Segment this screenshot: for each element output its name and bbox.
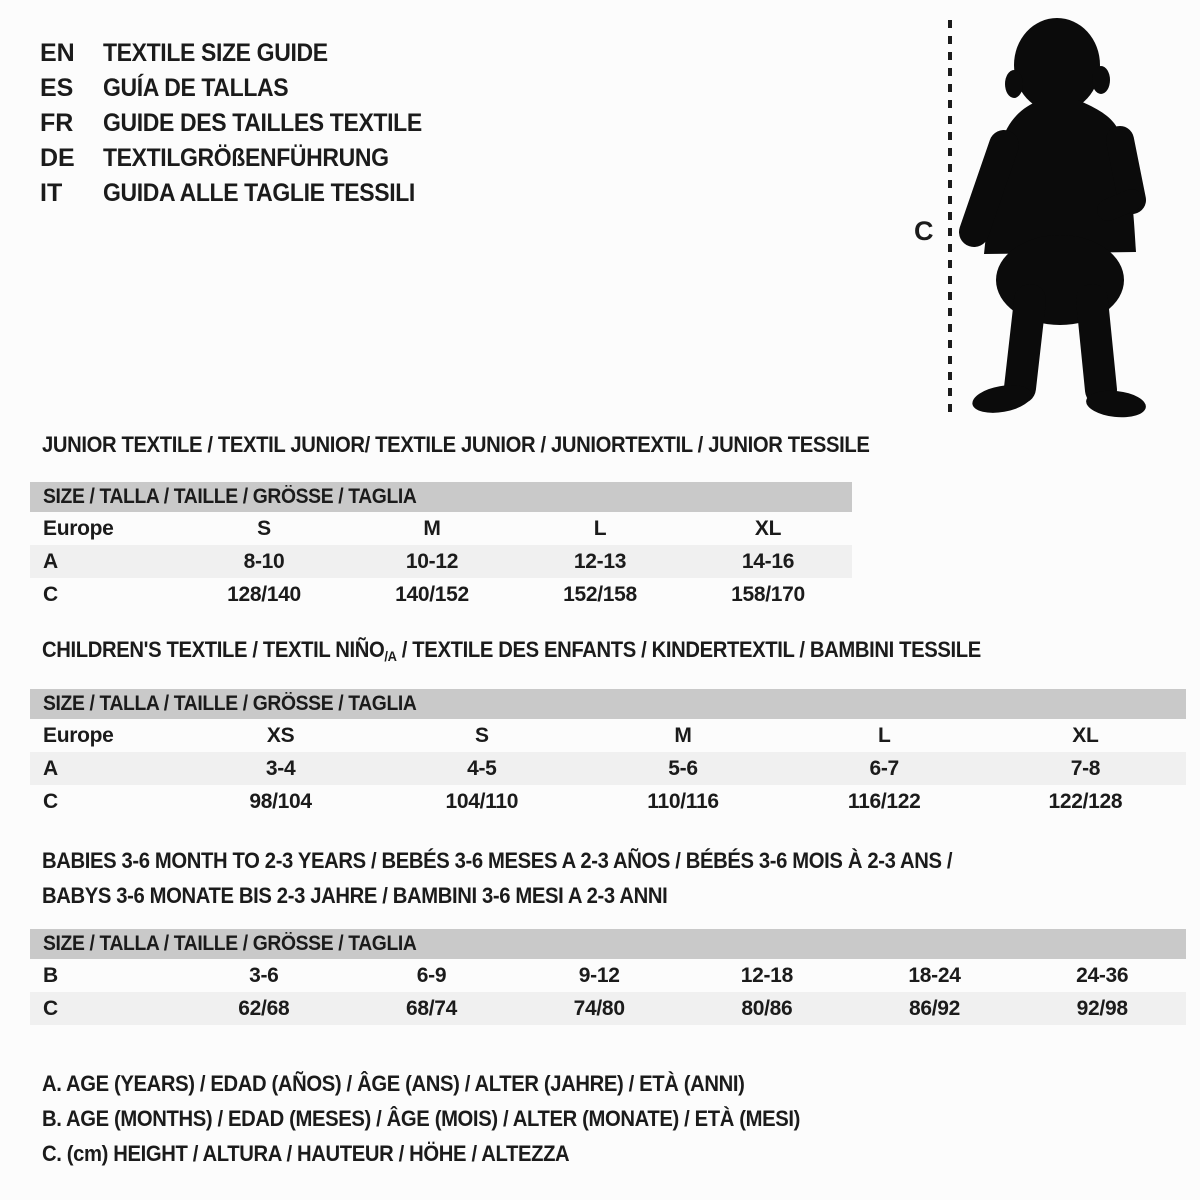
size-header-label: SIZE / TALLA / TAILLE / GRÖSSE / TAGLIA [43, 692, 417, 715]
size-cell: S [474, 723, 489, 747]
months-cell: 9-12 [578, 963, 620, 987]
row-label: C [43, 996, 58, 1020]
months-cell: 6-9 [416, 963, 447, 987]
height-cell: 92/98 [1076, 996, 1128, 1020]
language-label: GUIDA ALLE TAGLIE TESSILI [103, 179, 415, 207]
children-section-title [42, 635, 1063, 671]
language-row [40, 71, 450, 106]
legend-line-c: C. (cm) HEIGHT / ALTURA / HAUTEUR / HÖHE / ALTEZZA [42, 1141, 570, 1166]
size-cell: XS [266, 723, 295, 747]
babies-size-header-bar [30, 929, 1186, 959]
months-cell: 3-6 [249, 963, 279, 987]
size-cell: L [877, 723, 891, 747]
language-label: TEXTILGRÖßENFÜHRUNG [103, 144, 389, 172]
height-cell: 158/170 [731, 582, 805, 606]
height-cell: 80/86 [741, 996, 793, 1020]
language-list [40, 36, 450, 211]
size-cell: XL [1072, 723, 1099, 747]
height-measure-label: C [914, 216, 934, 246]
size-cell: M [423, 516, 441, 540]
junior-row-height [30, 578, 852, 611]
height-cell: 74/80 [573, 996, 625, 1020]
age-cell: 12-13 [573, 549, 627, 573]
language-code: IT [40, 179, 63, 207]
size-header-label: SIZE / TALLA / TAILLE / GRÖSSE / TAGLIA [43, 932, 417, 955]
children-title-rest: / TEXTILE DES ENFANTS / KINDERTEXTIL / BAMBINI TESSILE [396, 637, 981, 662]
size-cell: L [593, 516, 607, 540]
children-size-header-bar [30, 689, 1186, 719]
months-cell: 18-24 [908, 963, 961, 987]
size-header-label: SIZE / TALLA / TAILLE / GRÖSSE / TAGLIA [43, 485, 417, 508]
language-code: EN [40, 39, 75, 67]
language-row [40, 141, 450, 176]
age-cell: 10-12 [405, 549, 459, 573]
babies-title-line2: BABYS 3-6 MONATE BIS 2-3 JAHRE / BAMBINI 3-6 MESI A 2-3 ANNI [42, 883, 668, 908]
height-cell: 140/152 [395, 582, 469, 606]
measure-legend [42, 1066, 866, 1171]
age-cell: 7-8 [1070, 756, 1101, 780]
row-label: Europe [43, 723, 114, 747]
row-label: Europe [43, 516, 114, 540]
height-cell: 116/122 [847, 789, 921, 813]
height-cell: 68/74 [405, 996, 458, 1020]
junior-section-title: JUNIOR TEXTILE / TEXTIL JUNIOR/ TEXTILE JUNIOR / JUNIORTEXTIL / JUNIOR TESSILE [42, 432, 870, 457]
height-cell: 110/116 [647, 789, 719, 813]
age-cell: 6-7 [869, 756, 899, 780]
age-cell: 8-10 [243, 549, 285, 573]
height-cell: 104/110 [445, 789, 519, 813]
height-cell: 62/68 [238, 996, 290, 1020]
children-row-age [30, 752, 1186, 785]
size-cell: XL [754, 516, 782, 540]
baby-silhouette-icon [970, 18, 1147, 420]
children-title-sub: /A [384, 648, 397, 664]
size-cell: M [674, 723, 692, 747]
language-label: TEXTILE SIZE GUIDE [103, 39, 328, 67]
language-code: DE [40, 144, 75, 172]
height-cell: 98/104 [249, 789, 312, 813]
months-cell: 24-36 [1076, 963, 1129, 987]
junior-row-age [30, 545, 852, 578]
language-row [40, 106, 450, 141]
children-row-europe [30, 719, 1186, 752]
babies-row-height [30, 992, 1186, 1025]
row-label: B [43, 963, 58, 987]
children-size-table [30, 689, 1186, 818]
babies-section-title [42, 843, 1200, 913]
children-title-main: CHILDREN'S TEXTILE / TEXTIL NIÑO [42, 637, 385, 662]
legend-line-b: B. AGE (MONTHS) / EDAD (MESES) / ÂGE (MOIS) / ALTER (MONATE) / ETÀ (MESI) [42, 1106, 800, 1131]
age-cell: 5-6 [668, 756, 698, 780]
height-cell: 152/158 [563, 582, 637, 606]
babies-title-line1: BABIES 3-6 MONTH TO 2-3 YEARS / BEBÉS 3-6 MESES A 2-3 AÑOS / BÉBÉS 3-6 MOIS À 2-3 ANS / [42, 848, 953, 873]
size-cell: S [257, 516, 271, 540]
language-row [40, 36, 450, 71]
row-label: A [43, 549, 58, 573]
row-label: C [43, 582, 58, 606]
junior-row-europe [30, 512, 852, 545]
junior-size-header-bar [30, 482, 852, 512]
language-label: GUÍA DE TALLAS [103, 74, 289, 102]
language-code: ES [40, 74, 74, 102]
row-label: A [43, 756, 58, 780]
age-cell: 3-4 [265, 756, 296, 780]
height-cell: 86/92 [908, 996, 961, 1020]
language-label: GUIDE DES TAILLES TEXTILE [103, 109, 422, 137]
age-cell: 14-16 [741, 549, 795, 573]
months-cell: 12-18 [740, 963, 793, 987]
baby-silhouette-figure [880, 0, 1180, 430]
language-row [40, 176, 450, 211]
height-cell: 122/128 [1048, 789, 1123, 813]
height-cell: 128/140 [227, 582, 301, 606]
language-code: FR [40, 109, 74, 137]
babies-size-table [30, 929, 1186, 1025]
row-label: C [43, 789, 58, 813]
babies-row-months [30, 959, 1186, 992]
junior-size-table [30, 482, 852, 611]
legend-line-a: A. AGE (YEARS) / EDAD (AÑOS) / ÂGE (ANS) / ALTER (JAHRE) / ETÀ (ANNI) [42, 1071, 745, 1096]
children-row-height [30, 785, 1186, 818]
age-cell: 4-5 [467, 756, 497, 780]
